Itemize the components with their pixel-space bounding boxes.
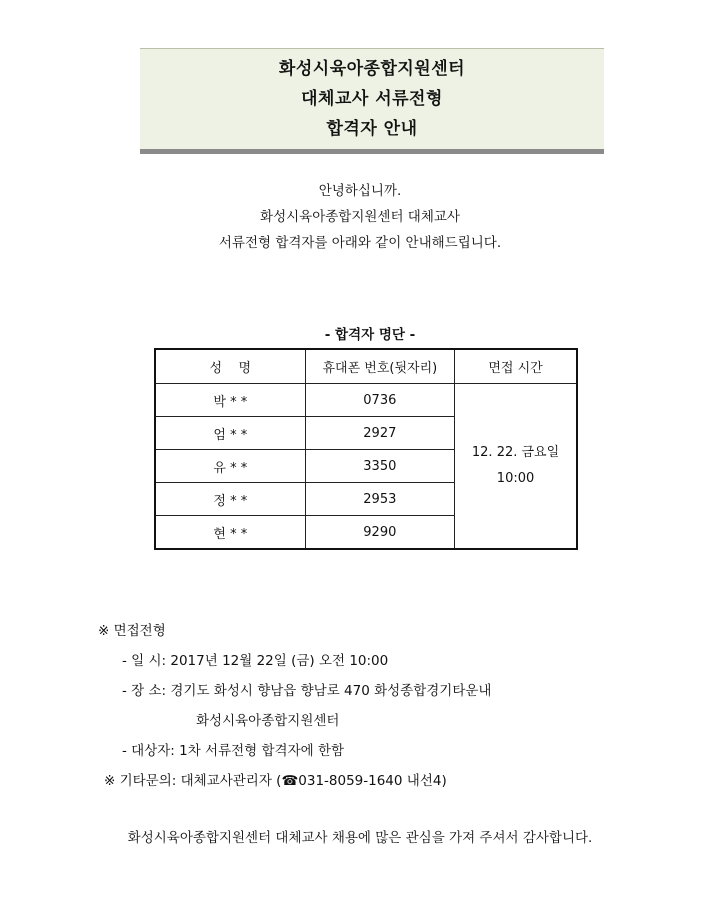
cell-phone: 9290 <box>305 516 454 550</box>
title-line-2: 대체교사 서류전형 <box>301 89 443 109</box>
greeting-line-2: 화성시육아종합지원센터 대체교사 <box>260 209 460 225</box>
table-header-row <box>155 349 577 384</box>
cell-name: 현 * * <box>155 516 305 550</box>
cell-phone: 0736 <box>305 384 454 417</box>
greeting <box>0 178 720 256</box>
cell-phone: 3350 <box>305 450 454 483</box>
cell-name: 박 * * <box>155 384 305 417</box>
roster-caption: - 합격자 명단 - <box>324 327 416 343</box>
cell-name: 정 * * <box>155 483 305 516</box>
greeting-line-3: 서류전형 합격자를 아래와 같이 안내해드립니다. <box>218 235 502 251</box>
interview-heading: ※ 면접전형 <box>98 623 166 639</box>
roster-table <box>154 348 578 550</box>
table-row <box>155 384 577 417</box>
interview-target-line: - 대상자: 1차 서류전형 합격자에 한함 <box>122 743 345 759</box>
interview-time: 10:00 <box>496 471 535 486</box>
interview-place-line-2: 화성시육아종합지원센터 <box>196 713 340 729</box>
cell-interview-time <box>455 384 577 550</box>
cell-name: 엄 * * <box>155 417 305 450</box>
interview-section <box>98 616 491 796</box>
header-interview-time: 면접 시간 <box>455 349 577 384</box>
title-box <box>140 48 604 149</box>
cell-name: 유 * * <box>155 450 305 483</box>
contact-line: ※ 기타문의: 대체교사관리자 (☎031-8059-1640 내선4) <box>104 773 447 789</box>
closing-message: 화성시육아종합지원센터 대체교사 채용에 많은 관심을 가져 주셔서 감사합니다. <box>127 830 593 846</box>
header-phone: 휴대폰 번호(뒷자리) <box>305 349 454 384</box>
cell-phone: 2953 <box>305 483 454 516</box>
title-line-1: 화성시육아종합지원센터 <box>278 59 466 79</box>
title-line-3: 합격자 안내 <box>326 119 418 139</box>
greeting-line-1: 안녕하십니까. <box>318 183 402 199</box>
interview-date-line: - 일 시: 2017년 12월 22일 (금) 오전 10:00 <box>122 653 389 669</box>
header-name: 성 명 <box>155 349 305 384</box>
cell-phone: 2927 <box>305 417 454 450</box>
interview-place-line: - 장 소: 경기도 화성시 향남읍 향남로 470 화성종합경기타운내 <box>122 683 492 699</box>
interview-date: 12. 22. 금요일 <box>471 445 560 460</box>
